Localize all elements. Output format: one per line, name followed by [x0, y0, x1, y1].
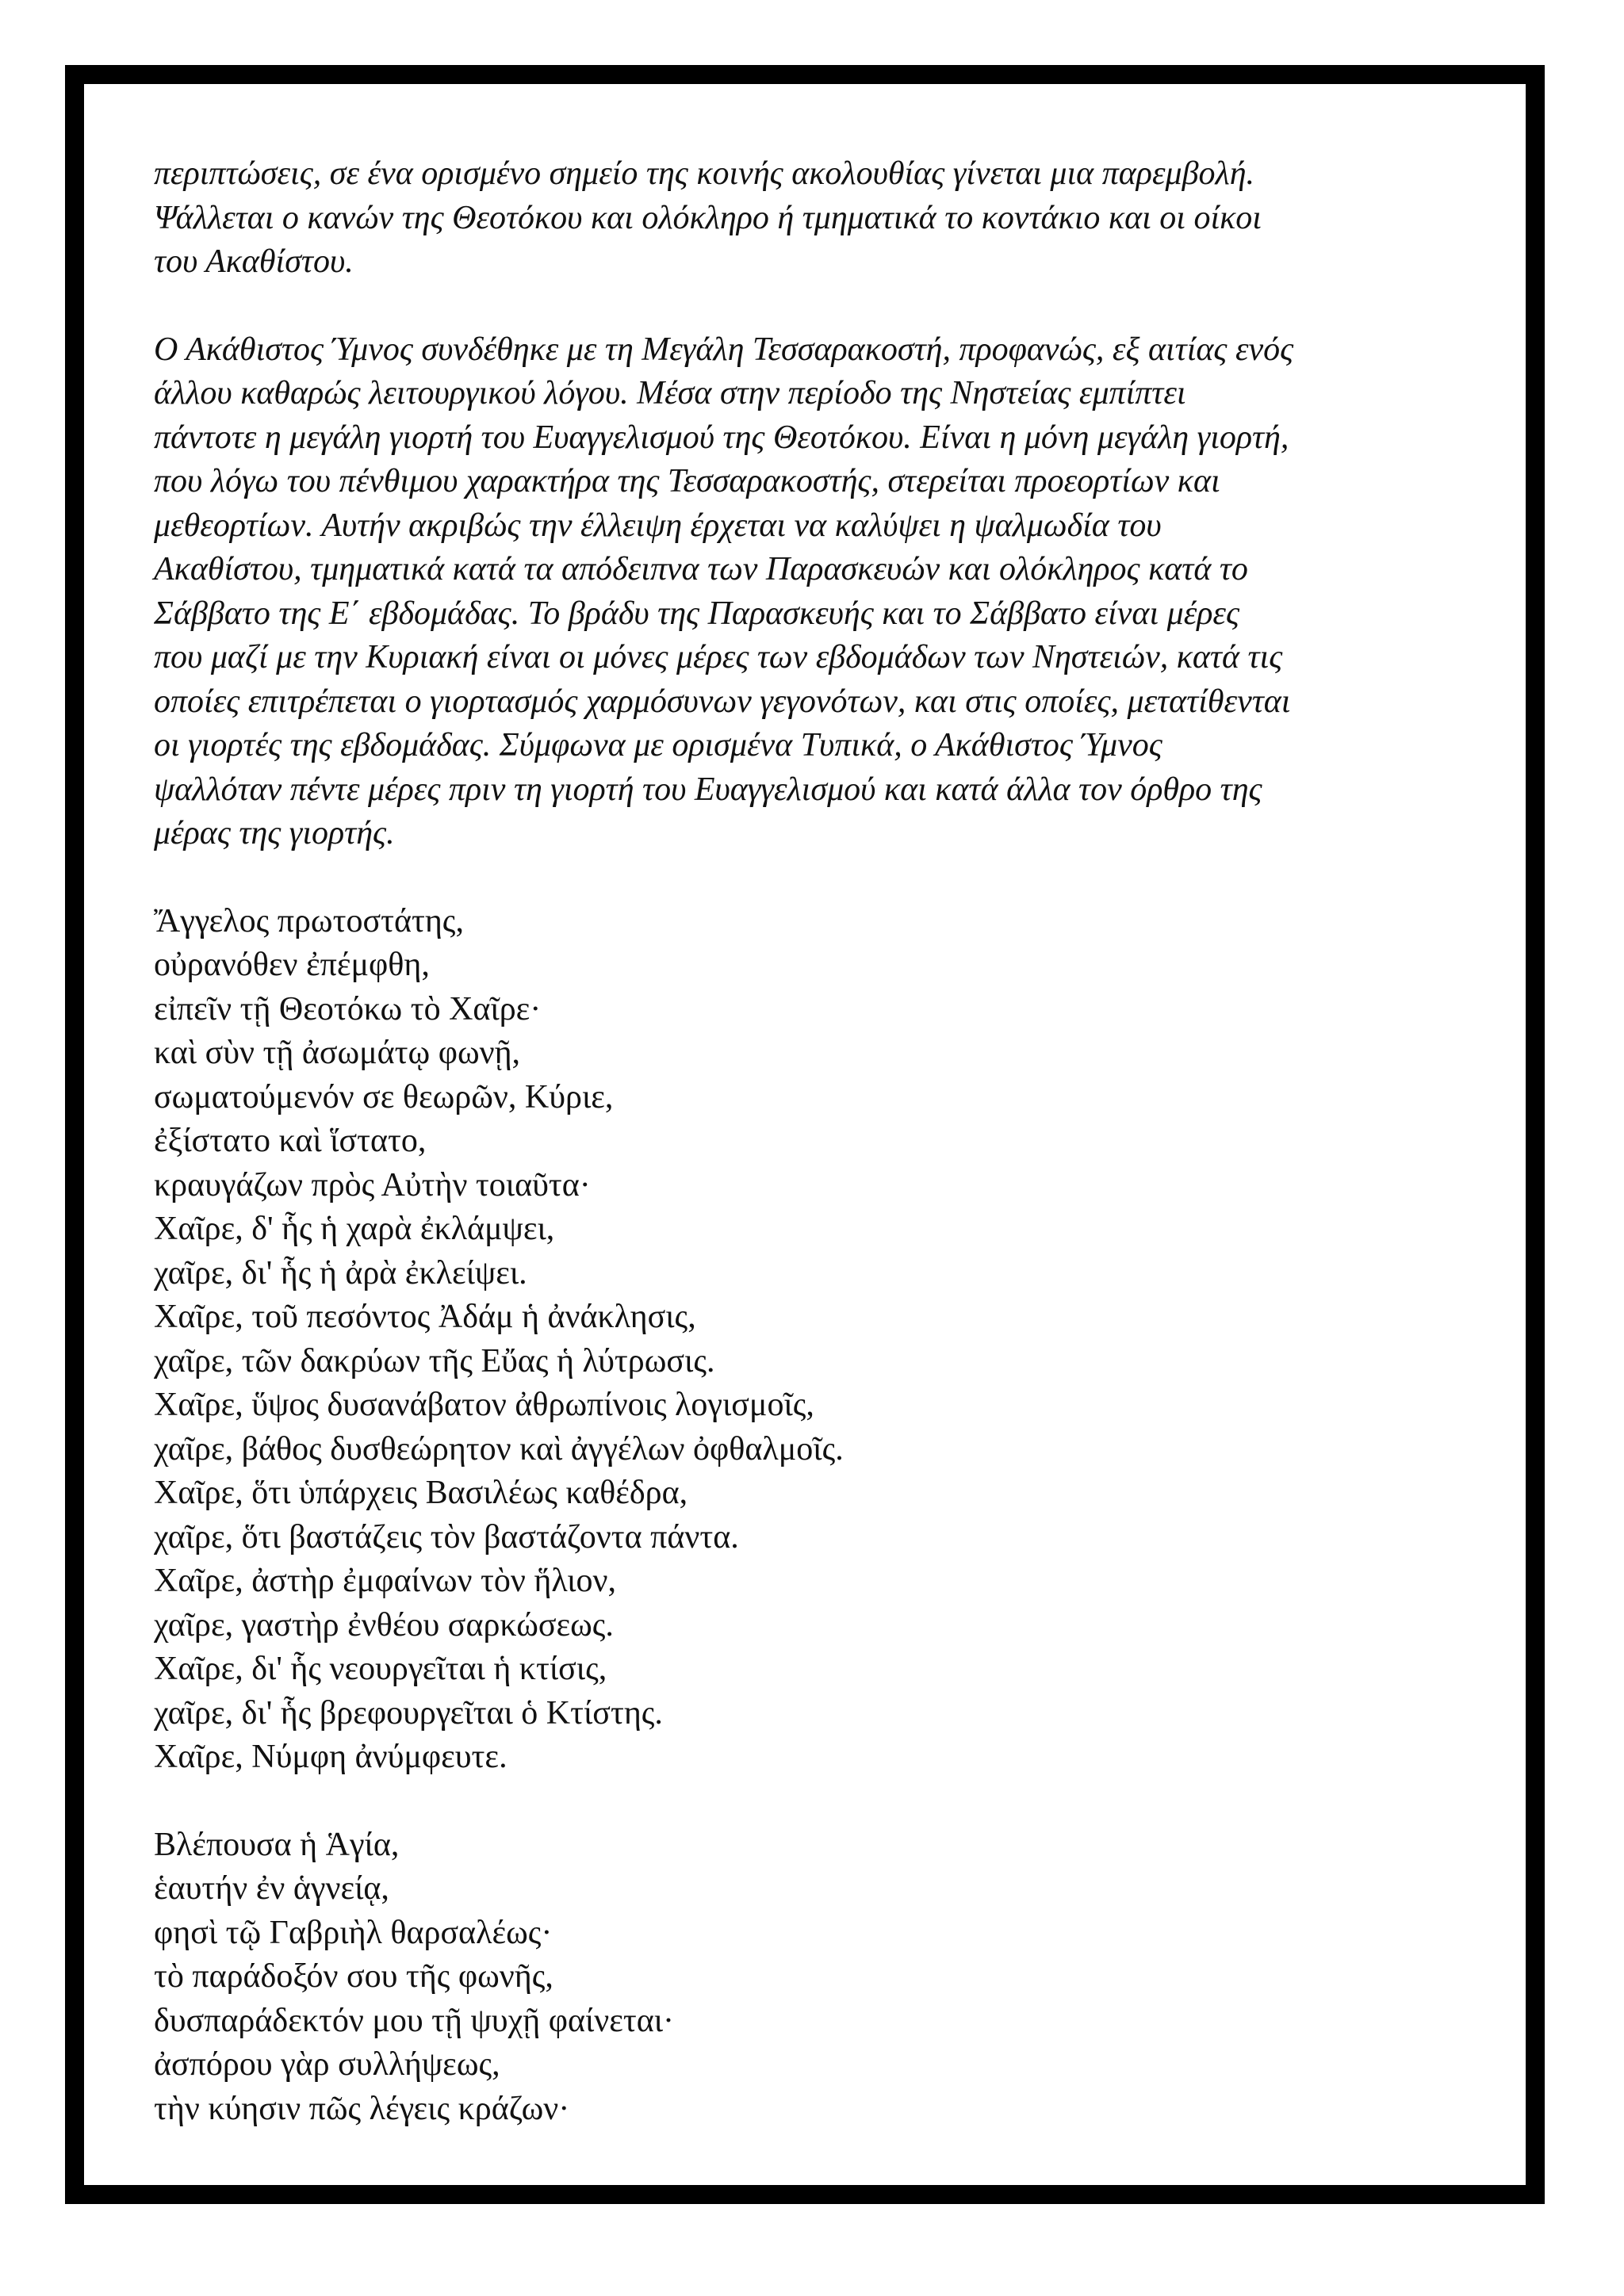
- text-line: που μαζί με την Κυριακή είναι οι μόνες μέρες των εβδομάδων των Νηστειών, κατά τις: [154, 639, 1283, 675]
- text-line: οι γιορτές της εβδομάδας. Σύμφωνα με ορισμένα Τυπικά, ο Ακάθιστος Ύμνος: [154, 727, 1162, 763]
- text-line: άλλου καθαρώς λειτουργικού λόγου. Μέσα στην περίοδο της Νηστείας εμπίπτει: [154, 375, 1186, 411]
- verse-line: χαῖρε, ὅτι βαστάζεις τὸν βαστάζοντα πάντα.: [154, 1518, 739, 1556]
- verse-line: σωματούμενόν σε θεωρῶν, Κύριε,: [154, 1078, 614, 1115]
- verse-line: χαῖρε, βάθος δυσθεώρητον καὶ ἀγγέλων ὀφθαλμοῖς.: [154, 1430, 844, 1468]
- verse-line: Χαῖρε, ὅτι ὑπάρχεις Βασιλέως καθέδρα,: [154, 1475, 688, 1511]
- text-line: οποίες επιτρέπεται ο γιορτασμός χαρμόσυνων γεγονότων, και στις οποίες, μετατίθενται: [154, 683, 1291, 720]
- verse-line: Χαῖρε, ἀστὴρ ἐμφαίνων τὸν ἥλιον,: [154, 1563, 616, 1599]
- verse-line: φησὶ τῷ Γαβριὴλ θαρσαλέως·: [154, 1914, 553, 1951]
- verse-line: καὶ σὺν τῇ ἀσωμάτῳ φωνῇ,: [154, 1035, 521, 1071]
- text-line: ψαλλόταν πέντε μέρες πριν τη γιορτή του Ευαγγελισμού και κατά άλλα τον όρθρο της: [154, 771, 1262, 808]
- verse-line: ἐξίστατο καὶ ἵστατο,: [154, 1123, 427, 1159]
- text-line: μεθεορτίων. Αυτήν ακριβώς την έλλειψη έρχεται να καλύψει η ψαλμωδία του: [154, 507, 1162, 544]
- verse-line: χαῖρε, δι' ἧς ἡ ἀρὰ ἐκλείψει.: [154, 1254, 527, 1292]
- verse-line: χαῖρε, δι' ἧς βρεφουργεῖται ὁ Κτίστης.: [154, 1694, 663, 1732]
- verse-line: οὐρανόθεν ἐπέμφθη,: [154, 947, 430, 983]
- text-line: του Ακαθίστου.: [154, 243, 354, 280]
- verse-line: ἑαυτήν ἐν ἁγνείᾳ,: [154, 1870, 389, 1907]
- text-line: μέρας της γιορτής.: [154, 815, 395, 851]
- verse-line: Χαῖρε, τοῦ πεσόντος Ἀδάμ ἡ ἀνάκλησις,: [154, 1299, 696, 1335]
- text-line: πάντοτε η μεγάλη γιορτή του Ευαγγελισμού της Θεοτόκου. Είναι η μόνη μεγάλη γιορτή,: [154, 419, 1289, 456]
- verse-line: χαῖρε, γαστὴρ ἐνθέου σαρκώσεως.: [154, 1606, 614, 1644]
- verse-line: ἀσπόρου γὰρ συλλήψεως,: [154, 2046, 500, 2083]
- prose-paragraph: [154, 152, 1470, 285]
- verse-line: δυσπαράδεκτόν μου τῇ ψυχῇ φαίνεται·: [154, 2002, 675, 2039]
- hymn-stanza: [154, 900, 1470, 1780]
- verse-line: τὴν κύησιν πῶς λέγεις κράζων·: [154, 2090, 570, 2127]
- verse-line: χαῖρε, τῶν δακρύων τῆς Εὔας ἡ λύτρωσις.: [154, 1342, 715, 1380]
- verse-line: Χαῖρε, δ' ἧς ἡ χαρὰ ἐκλάμψει,: [154, 1211, 555, 1247]
- verse-line: Χαῖρε, δι' ἧς νεουργεῖται ἡ κτίσις,: [154, 1651, 607, 1687]
- verse-line: κραυγάζων πρὸς Αὐτὴν τοιαῦτα·: [154, 1166, 591, 1203]
- text-line: Ακαθίστου, τμηματικά κατά τα απόδειπνα των Παρασκευών και ολόκληρος κατά το: [154, 551, 1248, 587]
- text-line: περιπτώσεις, σε ένα ορισμένο σημείο της κοινής ακολουθίας γίνεται μια παρεμβολή.: [154, 155, 1255, 192]
- text-line: που λόγω του πένθιμου χαρακτήρα της Τεσσαρακοστής, στερείται προεορτίων και: [154, 463, 1220, 499]
- verse-line: τὸ παράδοξόν σου τῆς φωνῆς,: [154, 1958, 553, 1995]
- hymn-stanza: [154, 1823, 1470, 2132]
- verse-line: Χαῖρε, ὕψος δυσανάβατον ἀθρωπίνοις λογισμοῖς,: [154, 1387, 814, 1423]
- verse-line: Χαῖρε, Νύμφη ἀνύμφευτε.: [154, 1739, 508, 1775]
- document-body: [154, 152, 1470, 2175]
- prose-paragraph: [154, 328, 1470, 856]
- text-line: Ο Ακάθιστος Ύμνος συνδέθηκε με τη Μεγάλη Τεσσαρακοστή, προφανώς, εξ αιτίας ενός: [154, 331, 1294, 368]
- verse-line: Ἄγγελος πρωτοστάτης,: [154, 902, 464, 939]
- text-line: Ψάλλεται ο κανών της Θεοτόκου και ολόκληρο ή τμηματικά το κοντάκιο και οι οίκοι: [154, 199, 1262, 236]
- verse-line: Βλέπουσα ἡ Ἁγία,: [154, 1826, 400, 1863]
- verse-line: εἰπεῖν τῇ Θεοτόκω τὸ Χαῖρε·: [154, 990, 542, 1027]
- text-line: Σάββατο της Ε΄ εβδομάδας. Το βράδυ της Παρασκευής και το Σάββατο είναι μέρες: [154, 595, 1240, 632]
